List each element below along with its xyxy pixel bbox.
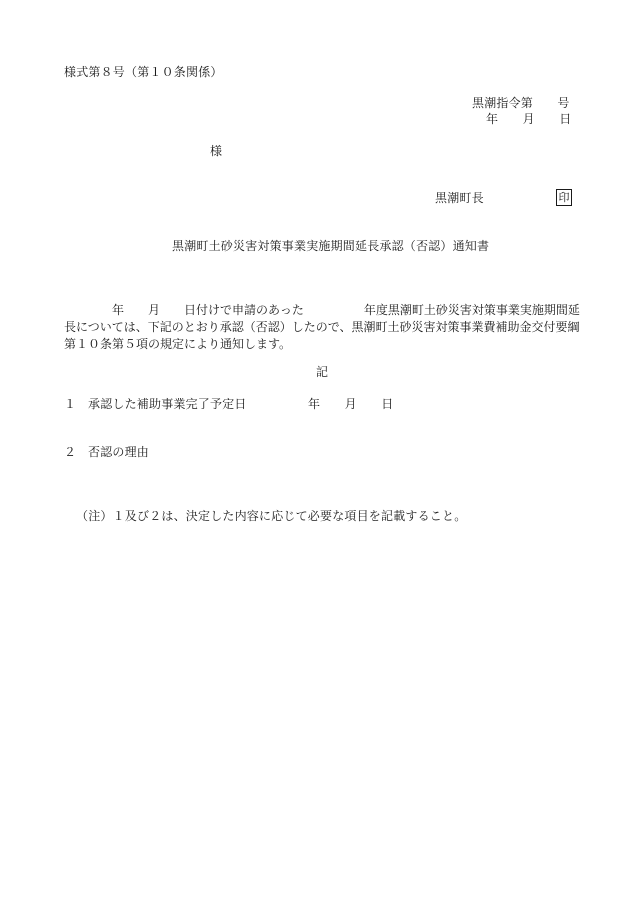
body-paragraph [64, 302, 580, 353]
body-line: 年 月 日付けで申請のあった 年度黒潮町土砂災害対策事業実施期間延 [64, 303, 580, 317]
form-number: 様式第８号（第１０条関係） [64, 65, 223, 79]
item1-label: 承認した補助事業完了予定日 [88, 397, 247, 411]
item1-date: 年 月 日 [308, 397, 394, 411]
item2-label: 否認の理由 [88, 445, 150, 459]
body-line: 第１０条第５項の規定により通知します。 [64, 337, 292, 351]
item1-number: １ [64, 397, 77, 411]
addressee-suffix: 様 [210, 144, 223, 158]
body-line: 長については、下記のとおり承認（否認）したので、黒潮町土砂災害対策事業費補助金交付要綱 [64, 320, 580, 334]
page-title: 黒潮町土砂災害対策事業実施期間延長承認（否認）通知書 [172, 239, 490, 253]
ki-heading: 記 [316, 365, 329, 379]
seal-mark: 印 [556, 189, 572, 206]
issuer: 黒潮町長 [435, 191, 484, 205]
reference-number: 黒潮指令第 号 [472, 96, 570, 110]
item2-number: ２ [64, 445, 77, 459]
note: （注）１及び２は、決定した内容に応じて必要な項目を記載すること。 [76, 509, 467, 523]
date-line: 年 月 日 [486, 112, 572, 126]
